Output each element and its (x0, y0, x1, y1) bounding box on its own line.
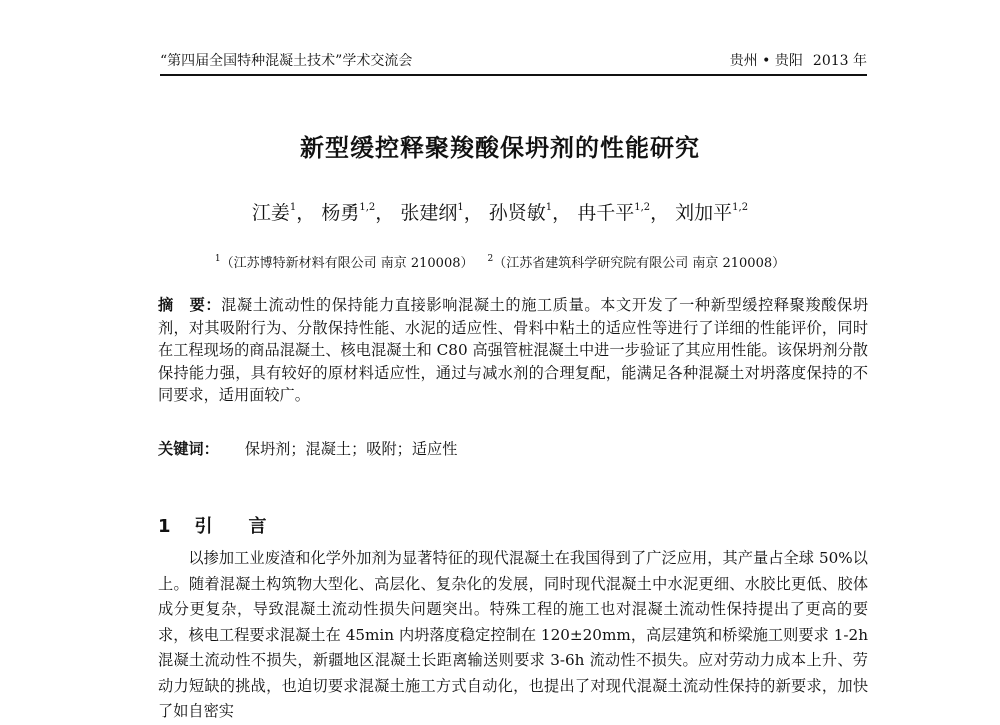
affil-mark: 1 (214, 254, 221, 264)
affil-mark: 2 (487, 254, 494, 264)
keywords (158, 438, 868, 459)
paper-title: 新型缓控释聚羧酸保坍剂的性能研究 (300, 134, 700, 162)
author-affil-mark: 1 (289, 202, 297, 213)
affiliations (0, 252, 1000, 271)
header-year: 2013 年 (812, 53, 867, 69)
author-name: 刘加平 (675, 202, 733, 224)
author-affil-mark: 1,2 (634, 202, 651, 213)
author-name: 江姜 (251, 202, 290, 224)
keywords-label: 关键词： (158, 440, 219, 458)
affiliation-1: （江苏博特新材料有限公司 南京 210008） (220, 256, 474, 271)
author-affil-mark: 1 (545, 202, 553, 213)
header-location-year (730, 48, 867, 74)
author-affil-mark: 1,2 (732, 202, 749, 213)
conference-name: “第四届全国特种混凝土技术”学术交流会 (160, 53, 413, 69)
abstract (158, 294, 868, 407)
author-affil-mark: 1 (457, 202, 464, 213)
author-name: 张建纲 (400, 202, 458, 224)
section-title: 引 言 (194, 516, 267, 537)
author-name: 杨勇 (321, 202, 360, 224)
author-name: 冉千平 (577, 202, 635, 224)
running-header (160, 48, 867, 76)
author-list: 江姜$^1$， 杨勇$^{1,2}$， 张建纲$^1$， 孙贤敏$^1$， 冉千平$^{1,2}$， 刘加平$^{1,2}$ (251, 202, 749, 224)
affiliation-2: （江苏省建筑科学研究院有限公司 南京 210008） (493, 256, 786, 271)
abstract-text: 混凝土流动性的保持能力直接影响混凝土的施工质量。本文开发了一种新型缓控释聚羧酸保坍剂，对其吸附行为、分散保持性能、水泥的适应性、骨料中粘土的适应性等进行了详细的性能评价，同时在工程现场的商品混凝土、核电混凝土和 C80 高强管桩混凝土中进一步验证了其应用性能。该保坍剂分散保持能力强，具有较好的原材料适应性，通过与减水剂的合理复配，能满足各种混凝土对坍落度保持的不同要求，适用面较广。 (158, 296, 869, 404)
section-heading (158, 512, 267, 538)
author-name: 孙贤敏 (488, 202, 546, 224)
author-affil-mark: 1,2 (359, 202, 376, 213)
header-place: 贵州 • 贵阳 (729, 53, 803, 69)
abstract-label: 摘 要： (158, 296, 222, 314)
section-body: 以掺加工业废渣和化学外加剂为显著特征的现代混凝土在我国得到了广泛应用，其产量占全球 50%以上。随着混凝土构筑物大型化、高层化、复杂化的发展，同时现代混凝土中水泥更细、水胶比更低、胶体成分更复杂，导致混凝土流动性损失问题突出。特殊工程的施工也对混凝土流动性保持提出了更高的要求，核电工程要求混凝土在 45min 内坍落度稳定控制在 120±20mm，高层建筑和桥梁施工则要求 1-2h 混凝土流动性不损失，新疆地区混凝土长距离输送则要求 3-6h 流动性不损失。应对劳动力成本上升、劳动力短缺的挑战，也迫切要求混凝土施工方式自动化，也提出了对现代混凝土流动性保持的新要求，加快了如自密实 (158, 549, 868, 720)
keywords-text: 保坍剂；混凝土；吸附；适应性 (244, 440, 458, 458)
section-number: 1 (158, 516, 171, 537)
